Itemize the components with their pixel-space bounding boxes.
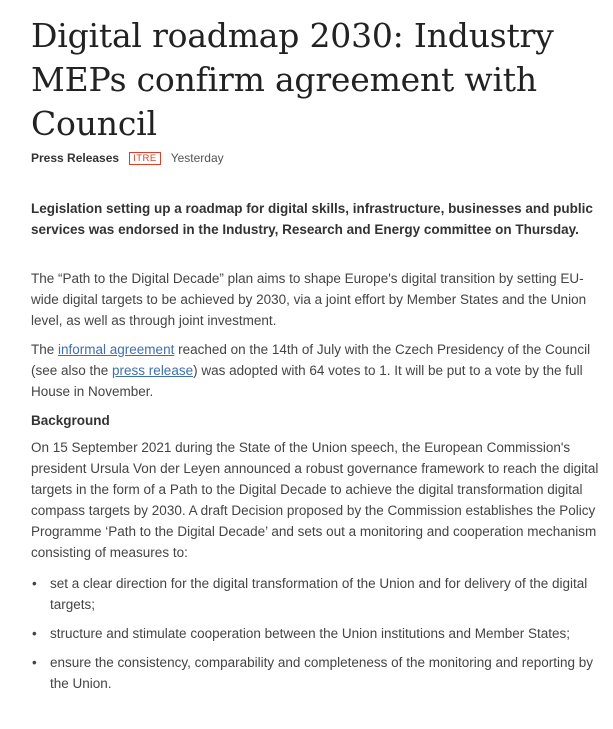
list-item	[31, 573, 601, 615]
list-item	[31, 623, 601, 644]
committee-tag[interactable]: ITRE	[129, 152, 161, 165]
press-release-link[interactable]: press release	[112, 363, 194, 378]
bullet-icon: •	[32, 626, 37, 641]
article-meta	[31, 150, 601, 166]
list-item-text: ensure the consistency, comparability and completeness of the monitoring and reporting by the Union.	[50, 655, 594, 691]
paragraph-intro: The “Path to the Digital Decade” plan aims to shape Europe's digital transition by setting EU-wide digital targets to be achieved by 2030, via a joint effort by Member States and the Union level, as well as through joint investment.	[31, 271, 587, 328]
list-item	[31, 652, 601, 694]
paragraph-agreement	[31, 339, 601, 402]
article-title: Digital roadmap 2030: Industry MEPs confirm agreement with Council	[31, 16, 554, 143]
informal-agreement-link[interactable]: informal agreement	[58, 342, 175, 357]
publish-date: Yesterday	[170, 151, 224, 165]
paragraph-text: ) was adopted with 64 votes to 1. It will be put to a vote by the full House in November.	[31, 363, 583, 399]
background-heading: Background	[31, 413, 110, 428]
bullet-icon: •	[32, 576, 37, 591]
paragraph-text: The	[31, 342, 59, 357]
article-lead: Legislation setting up a roadmap for digital skills, infrastructure, businesses and public services was endorsed in the Industry, Research and Energy committee on Thursday.	[31, 201, 593, 237]
bullet-icon: •	[32, 655, 37, 670]
paragraph-text: reached on the 14th of July with the Czech Presidency of the Council (see also the	[31, 342, 591, 378]
list-item-text: set a clear direction for the digital transformation of the Union and for delivery of the digital targets;	[50, 576, 588, 612]
category-label[interactable]: Press Releases	[31, 151, 120, 165]
paragraph-background: On 15 September 2021 during the State of the Union speech, the European Commission's president Ursula Von der Leyen announced a robust governance framework to reach the digital targets in the form of a Path to the Digital Decade to achieve the digital transformation digital compass targets by 2030. A draft Decision proposed by the Commission establishes the Policy Programme ‘Path to the Digital Decade’ and sets out a monitoring and cooperation mechanism consisting of measures to:	[31, 440, 599, 560]
measures-list	[31, 573, 601, 694]
list-item-text: structure and stimulate cooperation between the Union institutions and Member States;	[50, 626, 571, 641]
